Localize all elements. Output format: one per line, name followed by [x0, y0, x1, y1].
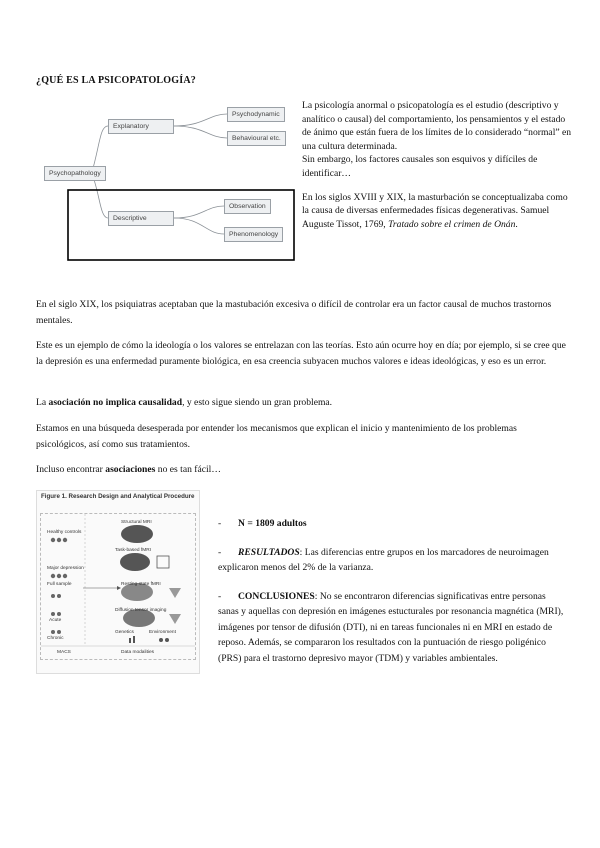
label-genetics: Genetics	[115, 630, 134, 635]
label-full-sample: Full sample	[47, 582, 72, 587]
label-dti: Diffusion tensor imaging	[115, 608, 167, 613]
page-title: ¿QUÉ ES LA PSICOPATOLOGÍA?	[36, 75, 196, 86]
label-major-depression: Major depression	[47, 566, 84, 571]
psychopathology-diagram	[34, 94, 296, 262]
node-descriptive: Descriptive	[108, 211, 174, 226]
node-observation: Observation	[224, 199, 271, 214]
label-acute: Acute	[49, 618, 62, 623]
paragraph-ideology: Este es un ejemplo de cómo la ideología o los valores se entrelazan con las teorías. Esto aún ocurre hoy en día; por ejemplo, si se cree que la depresión es una enfermedad puramente biológica, en esa creencia subyacen muchos valores e ideas ideológicas, y eso es un error.	[36, 340, 566, 367]
paragraph-associations: Incluso encontrar asociaciones no es tan fácil…	[36, 464, 221, 475]
research-figure	[36, 490, 200, 674]
label-macs: MACS	[57, 650, 71, 655]
results-list	[218, 516, 568, 679]
list-item-results: - RESULTADOS: Las diferencias entre grupos en los marcadores de neuroimagen explicaron menos del 2% de la varianza.	[218, 546, 549, 573]
node-explanatory: Explanatory	[108, 119, 174, 134]
node-psychodynamic: Psychodynamic	[227, 107, 285, 122]
node-phenomenology: Phenomenology	[224, 227, 283, 242]
node-root: Psychopathology	[44, 166, 106, 181]
list-item-n: - N = 1809 adultos	[218, 518, 307, 529]
node-behavioural: Behavioural etc.	[227, 131, 286, 146]
figure-panel	[40, 513, 196, 660]
list-item-conclusions: - CONCLUSIONES: No se encontraron diferencias significativas entre personas sanas y aquellas con depresión en imágenes estucturales por resonancia magnética (MRI), imágenes por tensor de difusión (DTI), ni en tareas funcionales ni en MRI en estado de reposo. Además, se compararon los resultados con la puntuación de riesgo poligénico (PRS) para el trastorno depresivo mayor (TDM) y variables ambientales.	[218, 590, 564, 664]
label-data-modalities: Data modalities	[121, 650, 155, 655]
definition-column	[302, 99, 572, 241]
definition-paragraph: La psicología anormal o psicopatología es el estudio (descriptivo y analítico o causal) del comportamiento, los pensamientos y el estado de ánimo que están fuera de los límites de lo considerado “normal” en una cultura determinada. Sin embargo, los factores causales son esquivos y difíciles de identificar…	[302, 100, 572, 179]
masturbation-paragraph: En los siglos XVIII y XIX, la masturbación se conceptualizaba como la causa de diversas enfermedades físicas degenerativas. Samuel Auguste Tissot, 1769, Tratado sobre el crimen de Onán.	[302, 191, 568, 230]
label-environment: Environment	[149, 630, 176, 635]
label-chronic: Chronic	[47, 636, 64, 641]
label-structural-mri: Structural MRI	[121, 520, 152, 525]
figure-title: Figure 1. Research Design and Analytical Procedure	[41, 493, 195, 500]
paragraph-xix: En el siglo XIX, los psiquiatras aceptaban que la mastubación excesiva o difícil de controlar era un factor causal de muchos trastornos mentales.	[36, 299, 552, 326]
label-task-fmri: Task-based fMRI	[115, 548, 151, 553]
label-resting-fmri: Resting-state fMRI	[121, 582, 161, 587]
paragraph-causality: La asociación no implica causalidad, y esto sigue siendo un gran problema.	[36, 397, 333, 408]
paragraph-mechanisms: Estamos en una búsqueda desesperada por entender los mecanismos que explican el inicio y mantenimiento de los problemas psicológicos, así como sus tratamientos.	[36, 423, 517, 450]
label-healthy: Healthy controls	[47, 530, 82, 535]
